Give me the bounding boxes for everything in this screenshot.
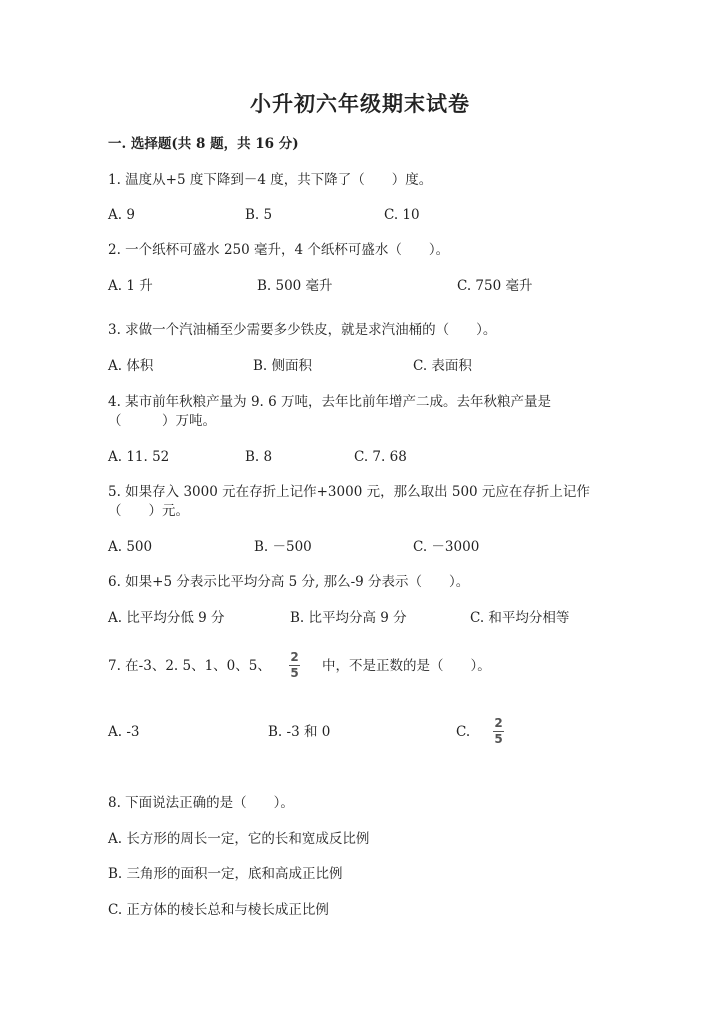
q1-option-b: B. 5 (245, 207, 273, 223)
q8-option-a: A. 长方形的周长一定，它的长和宽成反比例 (108, 831, 370, 847)
q7-option-b: B. -3 和 0 (268, 724, 331, 740)
q7-option-a: A. -3 (108, 724, 140, 740)
q6-option-c: C. 和平均分相等 (470, 610, 570, 626)
question-3: 3. 求做一个汽油桶至少需要多少铁皮，就是求汽油桶的（ ）。 (108, 322, 497, 338)
q2-option-a: A. 1 升 (108, 278, 153, 294)
q4-option-c: C. 7. 68 (354, 449, 407, 465)
q7-option-c: C. (456, 724, 471, 740)
q1-option-c: C. 10 (384, 207, 420, 223)
question-5-line-2: （ ）元。 (108, 503, 189, 519)
fraction-numerator: 2 (494, 716, 503, 730)
q6-option-b: B. 比平均分高 9 分 (290, 610, 407, 626)
q7-fraction (289, 651, 300, 680)
question-2: 2. 一个纸杯可盛水 250 毫升，4 个纸杯可盛水（ ）。 (108, 242, 450, 258)
q6-option-a: A. 比平均分低 9 分 (108, 610, 225, 626)
question-4-line-2: （ ）万吨。 (108, 413, 216, 429)
q7-option-c-fraction (493, 717, 504, 746)
q4-option-b: B. 8 (245, 449, 273, 465)
question-6: 6. 如果+5 分表示比平均分高 5 分, 那么-9 分表示（ ）。 (108, 574, 470, 590)
section-heading: 一. 选择题(共 8 题，共 16 分) (108, 136, 299, 152)
page-title: 小升初六年级期末试卷 (250, 91, 470, 116)
question-5-line-1: 5. 如果存入 3000 元在存折上记作+3000 元，那么取出 500 元应在存折上记作 (108, 484, 590, 500)
q4-option-a: A. 11. 52 (108, 449, 170, 465)
question-7-part-1: 7. 在-3、2. 5、1、0、5、 (108, 658, 271, 674)
q5-option-b: B. －500 (254, 539, 312, 555)
q8-option-b: B. 三角形的面积一定，底和高成正比例 (108, 866, 343, 882)
q5-option-c: C. －3000 (413, 539, 480, 555)
q3-option-a: A. 体积 (108, 358, 154, 374)
q3-option-c: C. 表面积 (413, 358, 472, 374)
question-8: 8. 下面说法正确的是（ ）。 (108, 795, 294, 811)
fraction-denominator: 5 (494, 732, 503, 747)
q2-option-b: B. 500 毫升 (257, 278, 333, 294)
fraction-denominator: 5 (290, 666, 299, 681)
question-4-line-1: 4. 某市前年秋粮产量为 9. 6 万吨，去年比前年增产二成。去年秋粮产量是 (108, 394, 552, 410)
q8-option-c: C. 正方体的棱长总和与棱长成正比例 (108, 902, 329, 918)
q2-option-c: C. 750 毫升 (457, 278, 533, 294)
question-7-part-2: 中，不是正数的是（ ）。 (322, 658, 491, 674)
q5-option-a: A. 500 (108, 539, 153, 555)
q3-option-b: B. 侧面积 (253, 358, 313, 374)
question-1: 1. 温度从+5 度下降到－4 度，共下降了（ ）度。 (108, 172, 433, 188)
fraction-numerator: 2 (290, 650, 299, 664)
q1-option-a: A. 9 (108, 207, 135, 223)
